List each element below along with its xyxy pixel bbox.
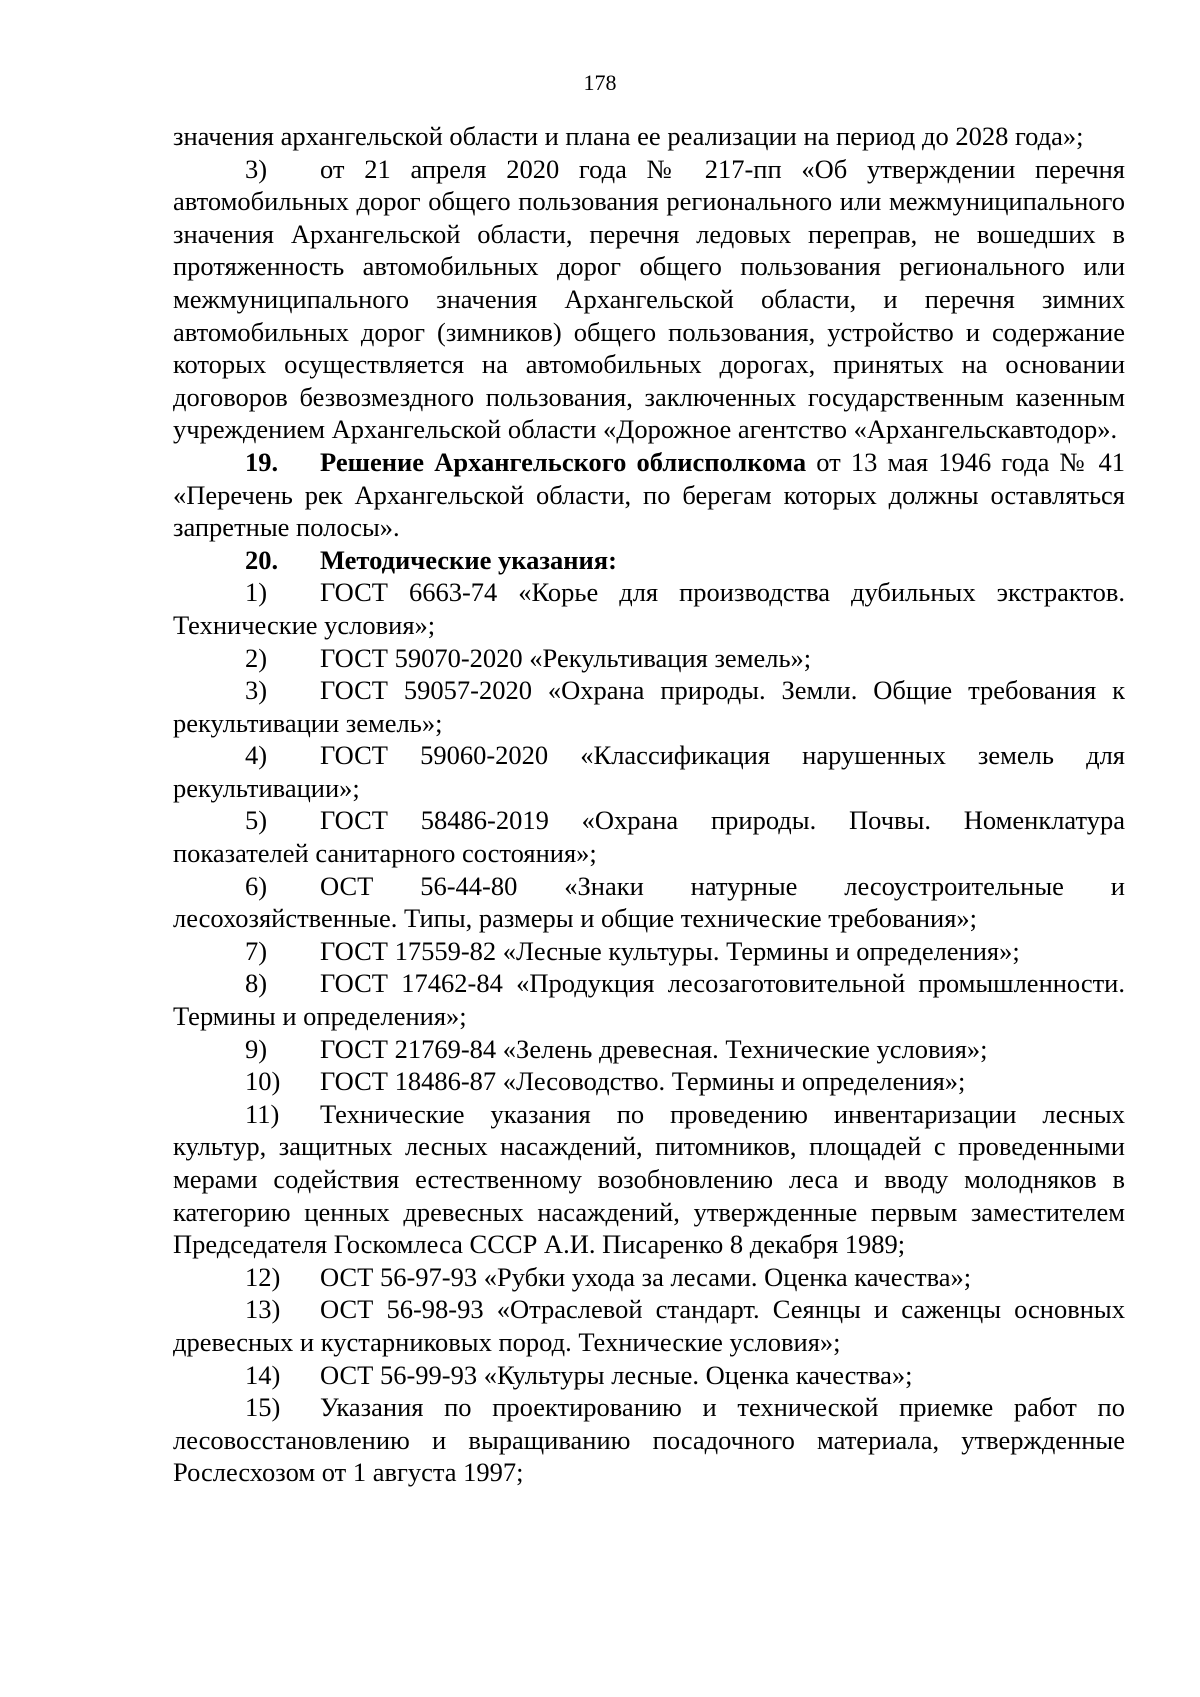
list-item (173, 1391, 1125, 1489)
item-number: 14) (245, 1359, 281, 1390)
list-item (173, 935, 1125, 968)
list-item (173, 1359, 1125, 1392)
list-item (173, 1293, 1125, 1358)
item-text: Указания по проектированию и технической приемке работ по лесовосстановлению и выращиванию посадочного материала, утвержденные Рослесхозом от 1 августа 1997; (173, 1392, 1125, 1488)
list-item (173, 739, 1125, 804)
list-item (173, 870, 1125, 935)
section-number: 19. (245, 446, 279, 477)
item-text: ГОСТ 59057-2020 «Охрана природы. Земли. Общие требования к рекультивации земель»; (173, 675, 1125, 738)
item-number: 1) (245, 577, 268, 608)
paragraph-continuation (173, 120, 1125, 153)
section-19 (173, 446, 1125, 544)
item-text: ГОСТ 17559-82 «Лесные культуры. Термины и определения»; (320, 935, 1020, 966)
page-number: 178 (583, 70, 617, 95)
paragraph-text: значения архангельской области и плана ее реализации на период до 2028 года»; (173, 121, 1084, 151)
item-text: ОСТ 56-98-93 «Отраслевой стандарт. Сеянцы и саженцы основных древесных и кустарниковых пород. Технические условия»; (173, 1294, 1125, 1357)
item-number: 12) (245, 1261, 281, 1292)
section-number: 20. (245, 544, 279, 575)
item-text: ГОСТ 58486-2019 «Охрана природы. Почвы. Номенклатура показателей санитарного состояния»; (173, 805, 1125, 869)
item-number: 2) (245, 642, 268, 673)
item-number: 9) (245, 1033, 268, 1064)
item-number: 5) (245, 805, 268, 836)
item-number: 11) (245, 1098, 280, 1129)
item-text: ГОСТ 6663-74 «Корье для производства дубильных экстрактов. Технические условия»; (173, 577, 1125, 640)
item-text: ГОСТ 18486-87 «Лесоводство. Термины и определения»; (320, 1066, 966, 1097)
item-text: ГОСТ 21769-84 «Зелень древесная. Технические условия»; (320, 1033, 988, 1064)
paragraph-text: от 13 мая 1946 года № 41 «Перечень рек Архангельской области, по берегам которых должны оставляться запретные полосы». (173, 446, 1125, 543)
item-number: 8) (245, 968, 268, 999)
list-item (173, 1065, 1125, 1098)
item-text: ГОСТ 59070-2020 «Рекультивация земель»; (320, 642, 812, 673)
section-20-heading (173, 544, 1125, 577)
item-text: ОСТ 56-97-93 «Рубки ухода за лесами. Оценка качества»; (320, 1261, 972, 1292)
item-text: Технические указания по проведению инвентаризации лесных культур, защитных лесных насаждений, питомников, площадей с проведенными мерами содействия естественному возобновлению леса и вводу молодняков в категорию ценных древесных насаждений, утвержденные первым заместителем Председателя Госкомлеса СССР А.И. Писаренко 8 декабря 1989; (173, 1098, 1125, 1260)
list-item (173, 1033, 1125, 1066)
item-text: ОСТ 56-44-80 «Знаки натурные лесоустроительные и лесохозяйственные. Типы, размеры и общие технические требования»; (173, 870, 1125, 934)
section-title: Методические указания: (320, 544, 617, 575)
list-item (173, 576, 1125, 641)
document-body (173, 120, 1125, 1489)
item-number: 3) (245, 675, 268, 706)
item-number: 3) (245, 153, 268, 184)
item-number: 4) (245, 740, 268, 771)
list-item (173, 967, 1125, 1032)
section-title: Решение Архангельского облисполкома (320, 446, 807, 477)
item-text: ГОСТ 17462-84 «Продукция лесозаготовительной промышленности. Термины и определения»; (173, 968, 1125, 1032)
list-item (173, 642, 1125, 675)
list-item (173, 674, 1125, 739)
item-number: 13) (245, 1294, 281, 1325)
list-item (173, 1098, 1125, 1261)
item-text: ОСТ 56-99-93 «Культуры лесные. Оценка качества»; (320, 1359, 913, 1390)
list-item (173, 1261, 1125, 1294)
item-number: 7) (245, 935, 268, 966)
item-number: 10) (245, 1066, 281, 1097)
item-number: 15) (245, 1392, 281, 1423)
item-number: 6) (245, 870, 268, 901)
item-text: ГОСТ 59060-2020 «Классификация нарушенных земель для рекультивации»; (173, 740, 1125, 803)
list-item (173, 804, 1125, 869)
paragraph-item-3-resolution (173, 153, 1125, 446)
paragraph-text: от 21 апреля 2020 года № 217-пп «Об утверждении перечня автомобильных дорог общего пользования регионального или межмуниципального значения Архангельской области, перечня ледовых переправ, не вошедших в протяженность автомобильных дорог общего пользования регионального или межмуниципального значения Архангельской области, и перечня зимних автомобильных дорог (зимников) общего пользования, устройство и содержание которых осуществляется на автомобильных дорогах, принятых на основании договоров безвозмездного пользования, заключенных государственным казенным учреждением Архангельской области «Дорожное агентство «Архангельскавтодор». (173, 153, 1125, 445)
